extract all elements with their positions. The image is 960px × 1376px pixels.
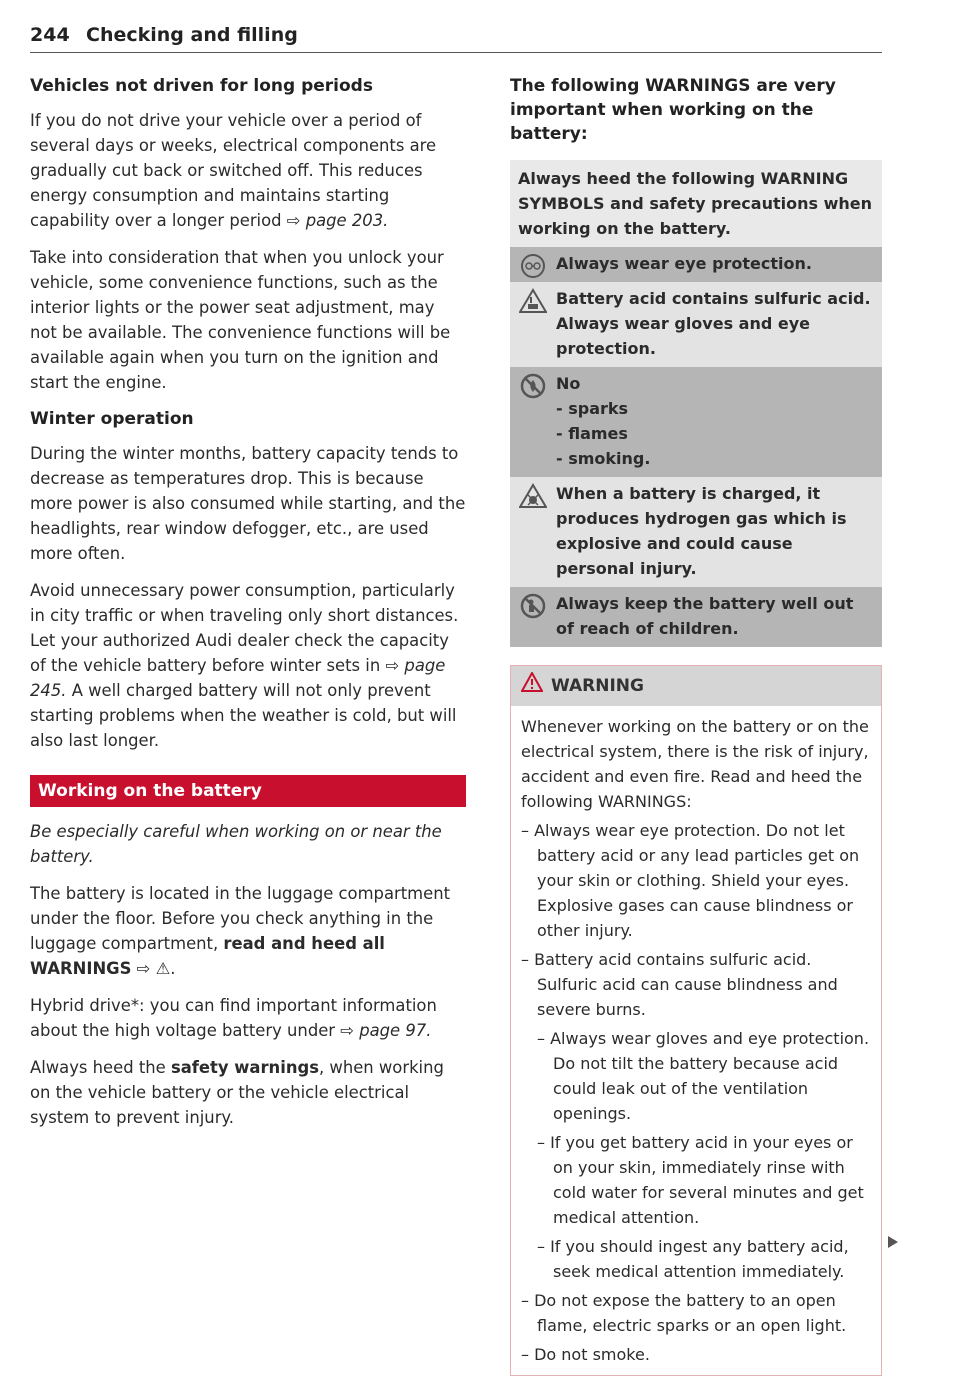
no-fire-icon bbox=[510, 367, 556, 477]
warning-title: WARNING bbox=[551, 676, 644, 696]
warnings-heading: The following WARNINGS are very important when working on the battery: bbox=[510, 76, 836, 144]
warning-subitem: – If you should ingest any battery acid, seek medical attention immediately. bbox=[537, 1237, 849, 1281]
explosive-gas-icon bbox=[510, 477, 556, 587]
left-column bbox=[30, 74, 466, 1142]
heading-winter: Winter operation bbox=[30, 409, 194, 429]
page-ref-203[interactable]: ⇨ page 203. bbox=[286, 211, 389, 230]
intro-text: Be especially careful when working on or near the battery. bbox=[30, 822, 442, 866]
page-ref-97[interactable]: ⇨ page 97. bbox=[340, 1021, 432, 1040]
warning-header bbox=[511, 666, 881, 706]
symbol-text-gas: When a battery is charged, it produces hydrogen gas which is explosive and could cause personal injury. bbox=[556, 484, 847, 578]
keep-away-children-icon bbox=[510, 587, 556, 647]
warning-item: – Do not smoke. bbox=[521, 1345, 650, 1364]
paragraph-safety: Always heed the safety warnings, when working on the vehicle battery or the vehicle electrical system to prevent injury. bbox=[30, 1058, 444, 1127]
warning-subitem: – Always wear gloves and eye protection. Do not tilt the battery because acid could leak out of the ventilation openings. bbox=[537, 1029, 870, 1123]
paragraph-location: The battery is located in the luggage compartment under the floor. Before you check anything in the luggage compartment, read and heed all WARNINGS ⇨ ⚠. bbox=[30, 884, 451, 978]
continue-arrow-icon bbox=[888, 1236, 898, 1248]
symbols-intro: Always heed the following WARNING SYMBOLS and safety precautions when working on the battery. bbox=[518, 169, 872, 238]
page-ref-245[interactable]: ⇨ page 245. bbox=[30, 656, 446, 700]
section-title: Checking and filling bbox=[86, 24, 298, 46]
paragraph-power: Avoid unnecessary power consumption, particularly in city traffic or when traveling only short distances. Let your authorized Audi dealer check the capacity of the vehicle battery before winter sets in ⇨ page 245. A well charged battery will not only prevent starting problems when the weather is cold, but will also last longer. bbox=[30, 581, 459, 750]
symbol-text-nofire: No - sparks - flames - smoking. bbox=[556, 374, 651, 468]
symbol-text-eye: Always wear eye protection. bbox=[556, 254, 812, 273]
symbol-row-acid bbox=[510, 282, 882, 367]
paragraph-long-periods: If you do not drive your vehicle over a period of several days or weeks, electrical components are gradually cut back or switched off. This reduces energy consumption and maintains starting capability over a longer period ⇨ page 203. bbox=[30, 111, 437, 230]
warning-item: – Always wear eye protection. Do not let battery acid or any lead particles get on your skin or clothing. Shield your eyes. Explosive gases can cause blindness or other injury. bbox=[521, 821, 860, 940]
warning-intro: Whenever working on the battery or on the electrical system, there is the risk of injury, accident and even fire. Read and heed the following WARNINGS: bbox=[521, 717, 869, 811]
warning-item: – Battery acid contains sulfuric acid. Sulfuric acid can cause blindness and severe burns. bbox=[521, 950, 838, 1019]
page-number: 244 bbox=[30, 24, 70, 46]
symbol-row-gas bbox=[510, 477, 882, 587]
warning-symbols-box bbox=[510, 160, 882, 647]
section-banner: Working on the battery bbox=[30, 775, 466, 807]
warning-item: – Do not expose the battery to an open flame, electric sparks or an open light. bbox=[521, 1291, 847, 1335]
acid-warning-icon bbox=[510, 282, 556, 367]
symbol-row-nofire bbox=[510, 367, 882, 477]
eye-protection-icon bbox=[510, 247, 556, 282]
symbol-text-children: Always keep the battery well out of reach of children. bbox=[556, 594, 854, 638]
symbol-row-children bbox=[510, 587, 882, 647]
paragraph-winter: During the winter months, battery capacity tends to decrease as temperatures drop. This is because more power is also consumed while starting, and the headlights, rear window defogger, etc., are used more often. bbox=[30, 444, 466, 563]
page-header bbox=[30, 22, 882, 53]
symbol-text-acid: Battery acid contains sulfuric acid. Always wear gloves and eye protection. bbox=[556, 289, 871, 358]
symbol-row-eye bbox=[510, 247, 882, 282]
paragraph-unlock: Take into consideration that when you unlock your vehicle, some convenience functions, such as the interior lights or the power seat adjustment, may not be available. The convenience functions will be available again when you turn on the ignition and start the engine. bbox=[30, 248, 451, 392]
right-column bbox=[510, 74, 882, 1376]
warning-body bbox=[511, 706, 881, 1375]
warning-subitem: – If you get battery acid in your eyes or on your skin, immediately rinse with cold water for several minutes and get medical attention. bbox=[537, 1133, 864, 1227]
warning-box bbox=[510, 665, 882, 1376]
warning-triangle-icon bbox=[521, 672, 543, 700]
warning-ref[interactable]: ⇨ ⚠. bbox=[136, 959, 176, 978]
paragraph-hybrid: Hybrid drive*: you can find important information about the high voltage battery under ⇨ page 97. bbox=[30, 996, 437, 1040]
heading-long-periods: Vehicles not driven for long periods bbox=[30, 76, 373, 96]
